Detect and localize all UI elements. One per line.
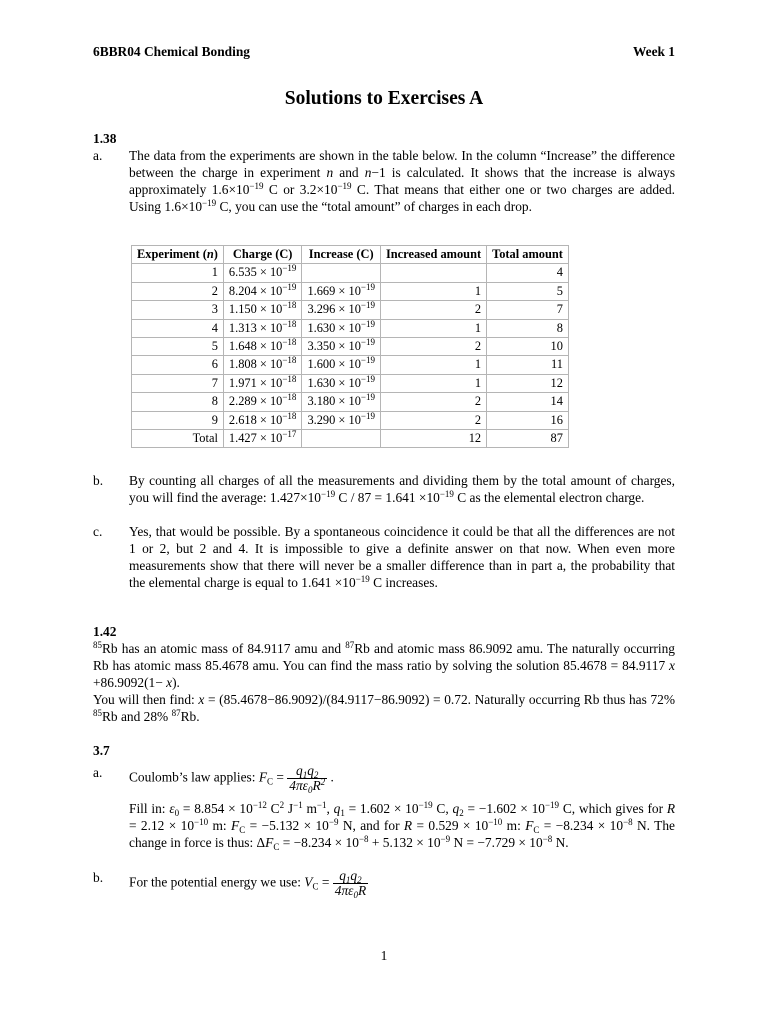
increase-cell <box>302 264 381 282</box>
increase-cell: $3.296 \times 10^{-19}$ <box>302 301 381 319</box>
table-row <box>132 374 569 392</box>
col-header-increase: Increase (C) <box>302 246 381 264</box>
increased-amount-cell <box>380 264 486 282</box>
page-number: 1 <box>380 948 388 963</box>
item-label: a. <box>93 148 103 163</box>
experiment-cell: 4 <box>132 319 224 337</box>
experiment-cell: 6 <box>132 356 224 374</box>
item-label: c. <box>93 524 103 539</box>
exercise-3-7-a-fill <box>93 800 675 851</box>
table-row <box>132 411 569 429</box>
potential-energy-fraction: $\frac{q_1q_2}{4\pi\varepsilon_0R}$ <box>334 868 367 900</box>
increased-amount-cell: 2 <box>380 411 486 429</box>
charge-cell: $1.427 \times 10^{-17}$ <box>223 430 302 448</box>
increased-amount-cell: 1 <box>380 374 486 392</box>
exercise-1-38-b <box>93 472 675 506</box>
table-row <box>132 264 569 282</box>
total-amount-cell: 87 <box>487 430 569 448</box>
table-row <box>132 301 569 319</box>
course-title: 6BBR04 Chemical Bonding <box>93 44 250 59</box>
experiment-cell: 3 <box>132 301 224 319</box>
experiment-cell: 8 <box>132 393 224 411</box>
item-label: b. <box>93 870 104 885</box>
table-row <box>132 356 569 374</box>
col-header-total-amount: Total amount <box>487 246 569 264</box>
table-body <box>132 264 569 448</box>
exercise-text: Fill in: $\varepsilon_0 = 8.854 \times 10^{-12}$ $C^2$ $J^{-1}$ $m^{-1}$, $q_1 = 1.602 \times 10^{-19}$ C, $q_2 = -1.602 \times 10^{-19}$ C, which gives for $R = 2.12 \times 10^{-10}$ m: $F_C = -5.132 \times 10^{-9}$ N, and for $R = 0.529 \times 10^{-10}$ m: $F_C = -8.234 \times 10^{-8}$ N. The change in force is thus: $\Delta F_C = -8.234 \times 10^{-8} + 5.132 \times 10^{-9}$ $N = -7.729 \times 10^{-8}$ N. <box>129 800 676 852</box>
increased-amount-cell: 2 <box>380 393 486 411</box>
item-label: a. <box>93 765 103 780</box>
increase-cell: $3.290 \times 10^{-19}$ <box>302 411 381 429</box>
col-header-experiment: Experiment (n) <box>132 246 224 264</box>
exercise-1-38-a <box>93 147 675 215</box>
exercise-3-7-a <box>93 764 675 793</box>
total-amount-cell: 8 <box>487 319 569 337</box>
total-amount-cell: 12 <box>487 374 569 392</box>
increase-cell: $3.180 \times 10^{-19}$ <box>302 393 381 411</box>
increase-cell: $1.630 \times 10^{-19}$ <box>302 374 381 392</box>
increase-cell <box>302 430 381 448</box>
experiment-cell: 5 <box>132 338 224 356</box>
increase-cell: $1.630 \times 10^{-19}$ <box>302 319 381 337</box>
charge-cell: $1.313 \times 10^{-18}$ <box>223 319 302 337</box>
experiment-cell: 9 <box>132 411 224 429</box>
table-row <box>132 430 569 448</box>
total-amount-cell: 10 <box>487 338 569 356</box>
increased-amount-cell: 2 <box>380 338 486 356</box>
charge-cell: $1.150 \times 10^{-18}$ <box>223 301 302 319</box>
total-amount-cell: 7 <box>487 301 569 319</box>
total-amount-cell: 4 <box>487 264 569 282</box>
increased-amount-cell: 1 <box>380 319 486 337</box>
increased-amount-cell: 12 <box>380 430 486 448</box>
col-header-charge: Charge (C) <box>223 246 302 264</box>
page-title: Solutions to Exercises A <box>284 88 484 109</box>
charge-cell: $6.535 \times 10^{-19}$ <box>223 264 302 282</box>
table-row <box>132 282 569 300</box>
increase-cell: $3.350 \times 10^{-19}$ <box>302 338 381 356</box>
total-amount-cell: 14 <box>487 393 569 411</box>
experiment-cell: Total <box>132 430 224 448</box>
col-header-increased-amount: Increased amount <box>380 246 486 264</box>
exercise-text: By counting all charges of all the measurements and dividing them by the total amount of charges, you will find the average: $1.427\times 10^{-19}$ $C / 87 = 1.641 \times 10^{-19}$ C as the elemental electron charge. <box>129 473 675 505</box>
exercise-1-42-result: You will then find: x = (85.4678−86.9092)/(84.9117−86.9092) = 0.72. Naturally occurring Rb thus has 72% $^{85}$Rb and 28% $^{87}$Rb. <box>93 692 675 724</box>
increased-amount-cell: 2 <box>380 301 486 319</box>
experiment-cell: 7 <box>132 374 224 392</box>
table-header-row <box>132 246 569 264</box>
increase-cell: $1.669 \times 10^{-19}$ <box>302 282 381 300</box>
total-amount-cell: 16 <box>487 411 569 429</box>
experiment-cell: 1 <box>132 264 224 282</box>
charge-cell: $8.204 \times 10^{-19}$ <box>223 282 302 300</box>
charge-cell: $2.289 \times 10^{-18}$ <box>223 393 302 411</box>
charge-cell: $1.648 \times 10^{-18}$ <box>223 338 302 356</box>
table-row <box>132 338 569 356</box>
coulomb-force-fraction: $\frac{q_1q_2}{4\pi\varepsilon_0R^2}$ <box>289 763 326 795</box>
total-amount-cell: 5 <box>487 282 569 300</box>
exercise-text: Yes, that would be possible. By a spontaneous coincidence it could be that all the differences are not 1 or 2, but 2 and 4. It is impossible to give a definite answer on that now. When even more measurements show that there will never be a smaller difference than in part a, the probability that the elemental charge is equal to $1.641 \times 10^{-19}$ C increases. <box>129 524 675 590</box>
increased-amount-cell: 1 <box>380 282 486 300</box>
charge-cell: $1.971 \times 10^{-18}$ <box>223 374 302 392</box>
exercise-3-7-b <box>93 869 675 898</box>
exercise-text: Coulomb’s law applies: $F_C$ = $\frac{q_1q_2}{4\pi\varepsilon_0R^2}$ . <box>129 763 334 795</box>
exercise-1-42-text: $^{85}$Rb has an atomic mass of 84.9117 amu and $^{87}$Rb and atomic mass 86.9092 amu. The naturally occurring Rb has atomic mass 85.4678 amu. You can find the mass ratio by solving the solution 85.4678 = 84.9117 x +86.9092(1− x). <box>93 640 675 690</box>
section-heading-1-42: 1.42 <box>93 624 117 639</box>
section-heading-3-7: 3.7 <box>93 743 110 758</box>
total-amount-cell: 11 <box>487 356 569 374</box>
item-label: b. <box>93 473 104 488</box>
page-header <box>93 43 675 60</box>
week-label: Week 1 <box>632 44 675 59</box>
exercise-text <box>129 147 675 215</box>
experiment-cell: 2 <box>132 282 224 300</box>
table-row <box>132 393 569 411</box>
rich-text: The data from the experiments are shown in the table below. In the column “Increase” the difference between the charge in experiment n and n−1 is calculated. It shows that the increase is always approximately $1.6\times 10^{-19}$ C or $3.2\times 10^{-19}$ C. That means that either one or two charges are added. Using $1.6\times 10^{-19}$ C, you can use the “total amount” of charges in each drop. <box>129 148 676 214</box>
table-row <box>132 319 569 337</box>
section-heading-1-38: 1.38 <box>93 131 117 146</box>
exercise-1-38-c <box>93 523 675 591</box>
charge-cell: $2.618 \times 10^{-18}$ <box>223 411 302 429</box>
increased-amount-cell: 1 <box>380 356 486 374</box>
increase-cell: $1.600 \times 10^{-19}$ <box>302 356 381 374</box>
charge-cell: $1.808 \times 10^{-18}$ <box>223 356 302 374</box>
charge-data-table <box>131 245 569 448</box>
exercise-text: For the potential energy we use: $V_C$ = $\frac{q_1q_2}{4\pi\varepsilon_0R}$ <box>129 868 367 900</box>
